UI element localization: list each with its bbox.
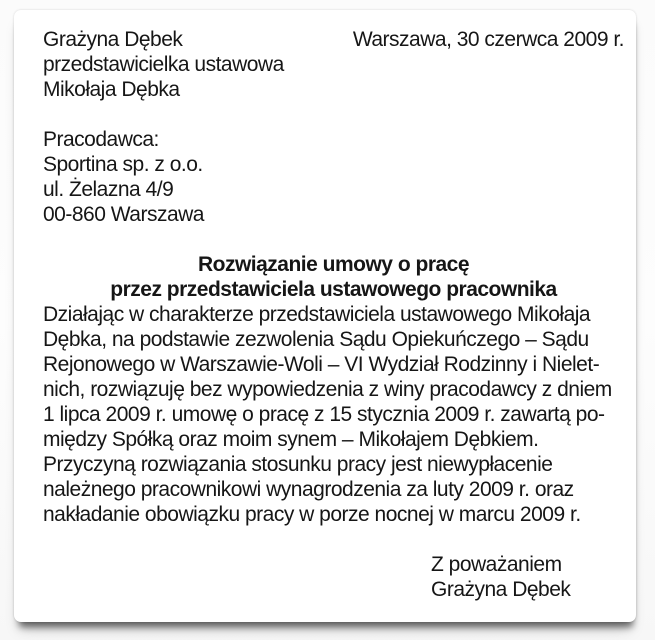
body-line: nakładanie obowiązku pracy w porze nocnej w marcu 2009 r. xyxy=(43,503,581,526)
body-line: między Spółką oraz moim synem – Mikołajem Dębkiem. xyxy=(43,428,539,451)
employer-block xyxy=(43,127,624,227)
sender-role: przedstawicielka ustawowa xyxy=(43,53,284,76)
sender-block xyxy=(43,27,284,102)
employer-city: 00-860 Warszawa xyxy=(43,203,204,226)
closing-salutation: Z poważaniem xyxy=(431,553,562,576)
body-line: Dębka, na podstawie zezwolenia Sądu Opiekuńczego – Sądu xyxy=(43,328,589,351)
letter-page xyxy=(14,10,636,622)
closing-signature: Grażyna Dębek xyxy=(431,578,571,601)
body-line: Działając w charakterze przedstawiciela ustawowego Mikołaja xyxy=(43,303,591,326)
closing-block xyxy=(43,552,624,602)
letter-title-line1: Rozwiązanie umowy o pracę xyxy=(197,253,470,276)
employer-label: Pracodawca: xyxy=(43,128,159,151)
body-line: Rejonowego w Warszawie-Woli – VI Wydział Rodzinny i Nielet- xyxy=(43,353,600,376)
spacer xyxy=(43,527,624,552)
letter-header xyxy=(43,27,624,102)
letter-title-line2: przez przedstawiciela ustawowego pracownika xyxy=(110,278,557,301)
body-line: nich, rozwiązuję bez wypowiedzenia z winy pracodawcy z dniem xyxy=(43,378,612,401)
sender-name: Grażyna Dębek xyxy=(43,28,183,51)
letter-content xyxy=(14,10,636,622)
employer-street: ul. Żelazna 4/9 xyxy=(43,178,174,201)
letter-body xyxy=(43,302,624,527)
letter-title xyxy=(43,252,624,302)
body-line: Przyczyną rozwiązania stosunku pracy jest niewypłacenie xyxy=(43,453,553,476)
body-line: należnego pracownikowi wynagrodzenia za luty 2009 r. oraz xyxy=(43,478,574,501)
spacer xyxy=(43,227,624,252)
sender-represented: Mikołaja Dębka xyxy=(43,78,180,101)
employer-company: Sportina sp. z o.o. xyxy=(43,153,203,176)
body-line: 1 lipca 2009 r. umowę o pracę z 15 stycznia 2009 r. zawartą po- xyxy=(43,403,605,426)
date-line: Warszawa, 30 czerwca 2009 r. xyxy=(352,28,624,51)
spacer xyxy=(43,102,624,127)
